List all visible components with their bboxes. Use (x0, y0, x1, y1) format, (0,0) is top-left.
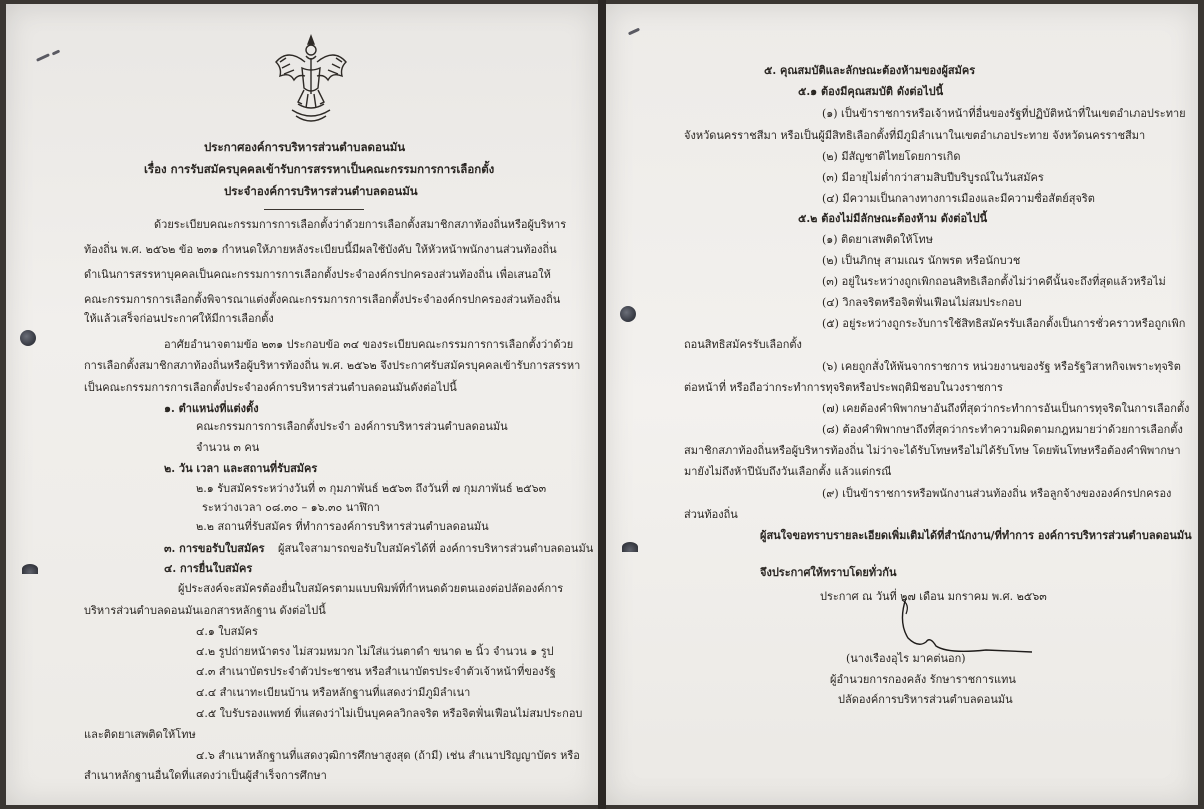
section-5-2-title: ๕.๒ ต้องไม่มีลักษณะต้องห้าม ดังต่อไปนี้ (798, 212, 988, 225)
section-4-item: ๔.๖ สำเนาหลักฐานที่แสดงวุฒิการศึกษาสูงสุด (ถ้ามี) เช่น สำเนาปริญญาบัตร หรือ (196, 749, 580, 762)
section-4-item: ๔.๔ สำเนาทะเบียนบ้าน หรือหลักฐานที่แสดงว่ามีภูมิลำเนา (196, 686, 471, 699)
section-3-title: ๓. การขอรับใบสมัคร (164, 542, 265, 555)
document-page-2 (606, 4, 1198, 805)
announce-line: จึงประกาศให้ทราบโดยทั่วกัน (760, 566, 897, 579)
punch-hole (22, 564, 38, 574)
qualification-item: (๓) มีอายุไม่ต่ำกว่าสามสิบปีบริบูรณ์ในวันสมัคร (822, 171, 1044, 184)
prohibition-item: (๙) เป็นข้าราชการหรือพนักงานส่วนท้องถิ่น หรือลูกจ้างขององค์กรปกครอง (822, 487, 1172, 500)
document-page-1 (6, 4, 598, 805)
signer-name: (นางเรืองอุไร มาคต่นอก) (846, 652, 966, 665)
date-line: ประกาศ ณ วันที่ ๒๗ เดือน มกราคม พ.ศ. ๒๕๖๓ (820, 590, 1047, 603)
section-4-line: บริหารส่วนตำบลดอนมันเอกสารหลักฐาน ดังต่อไปนี้ (84, 604, 326, 617)
announcement-subject-line2: ประจำองค์การบริหารส่วนตำบลดอนมัน (224, 184, 418, 198)
section-2-line: ๒.๑ รับสมัครระหว่างวันที่ ๓ กุมภาพันธ์ ๒๕๖๓ ถึงวันที่ ๗ กุมภาพันธ์ ๒๕๖๓ (196, 482, 547, 495)
prohibition-item: (๗) เคยต้องคำพิพากษาอันถึงที่สุดว่ากระทำการอันเป็นการทุจริตในการเลือกตั้ง (822, 402, 1190, 415)
section-1-title: ๑. ตำแหน่งที่แต่งตั้ง (164, 402, 259, 415)
header-divider (264, 209, 364, 210)
qualification-item: (๒) มีสัญชาติไทยโดยการเกิด (822, 150, 961, 163)
intro-line: คณะกรรมการการเลือกตั้งพิจารณาแต่งตั้งคณะกรรมการการเลือกตั้งประจำองค์กรปกครองส่วนท้องถิ่น (84, 293, 561, 306)
pen-mark (628, 28, 640, 36)
section-4-title: ๔. การยื่นใบสมัคร (164, 562, 253, 575)
signature-mark (896, 594, 1036, 654)
prohibition-item: ส่วนท้องถิ่น (684, 508, 738, 521)
prohibition-item: (๒) เป็นภิกษุ สามเณร นักพรต หรือนักบวช (822, 254, 1021, 267)
prohibition-item: (๔) วิกลจริตหรือจิตฟั่นเฟือนไม่สมประกอบ (822, 296, 1022, 309)
signer-role: ผู้อำนวยการกองคลัง รักษาราชการแทน (830, 673, 1016, 686)
section-4-item: และติดยาเสพติดให้โทษ (84, 728, 196, 741)
page-gap (598, 0, 606, 809)
prohibition-item: (๖) เคยถูกสั่งให้พ้นจากราชการ หน่วยงานของรัฐ หรือรัฐวิสาหกิจเพราะทุจริต (822, 360, 1181, 373)
qualification-item: (๑) เป็นข้าราชการหรือเจ้าหน้าที่อื่นของรัฐที่ปฏิบัติหน้าที่ในเขตอำเภอประทาย (822, 107, 1186, 120)
section-4-item: ๔.๑ ใบสมัคร (196, 625, 258, 638)
punch-hole (620, 306, 636, 322)
pen-mark (52, 49, 61, 55)
authority-line: การเลือกตั้งสมาชิกสภาท้องถิ่นหรือผู้บริหารท้องถิ่น พ.ศ. ๒๕๖๒ จึงประกาศรับสมัครบุคคลเข้ารับการสรรหา (84, 359, 581, 372)
section-5-1-title: ๕.๑ ต้องมีคุณสมบัติ ดังต่อไปนี้ (798, 85, 944, 98)
prohibition-item: สมาชิกสภาท้องถิ่นหรือผู้บริหารท้องถิ่น ไม่ว่าจะได้รับโทษหรือไม่ได้รับโทษ โดยพ้นโทษหรือต้องคำพิพากษา (684, 444, 1181, 457)
section-2-line: ระหว่างเวลา ๐๘.๓๐ – ๑๖.๓๐ นาฬิกา (202, 501, 380, 514)
section-4-item: ๔.๓ สำเนาบัตรประจำตัวประชาชน หรือสำเนาบัตรประจำตัวเจ้าหน้าที่ของรัฐ (196, 665, 556, 678)
punch-hole (622, 542, 638, 552)
prohibition-item: ต่อหน้าที่ หรือถือว่ากระทำการทุจริตหรือประพฤติมิชอบในวงราชการ (684, 381, 1003, 394)
prohibition-item: มายังไม่ถึงห้าปีนับถึงวันเลือกตั้ง แล้วแต่กรณี (684, 465, 892, 478)
section-1-line: คณะกรรมการการเลือกตั้งประจำ องค์การบริหารส่วนตำบลดอนมัน (196, 420, 508, 433)
announcement-subject: เรื่อง การรับสมัครบุคคลเข้ารับการสรรหาเป็นคณะกรรมการการเลือกตั้ง (144, 162, 495, 176)
section-3-text: ผู้สนใจสามารถขอรับใบสมัครได้ที่ องค์การบริหารส่วนตำบลดอนมัน (278, 542, 594, 555)
intro-line: ท้องถิ่น พ.ศ. ๒๕๖๒ ข้อ ๒๓๑ กำหนดให้ภายหลังระเบียบนี้มีผลใช้บังคับ ให้หัวหน้าพนักงานส่วนท้องถิ่น (84, 243, 557, 256)
signer-role: ปลัดองค์การบริหารส่วนตำบลดอนมัน (838, 693, 1013, 706)
contact-info: ผู้สนใจขอทราบรายละเอียดเพิ่มเติมได้ที่สำนักงาน/ที่ทำการ องค์การบริหารส่วนตำบลดอนมัน (760, 529, 1192, 542)
prohibition-item: ถอนสิทธิสมัครรับเลือกตั้ง (684, 338, 802, 351)
prohibition-item: (๘) ต้องคำพิพากษาถึงที่สุดว่ากระทำความผิดตามกฎหมายว่าด้วยการเลือกตั้ง (822, 423, 1183, 436)
garuda-emblem-icon (272, 32, 350, 130)
intro-line: ด้วยระเบียบคณะกรรมการการเลือกตั้งว่าด้วยการเลือกตั้งสมาชิกสภาท้องถิ่นหรือผู้บริหาร (154, 218, 567, 231)
section-4-item: สำเนาหลักฐานอื่นใดที่แสดงว่าเป็นผู้สำเร็จการศึกษา (84, 769, 327, 782)
intro-line: ดำเนินการสรรหาบุคคลเป็นคณะกรรมการการเลือกตั้งประจำองค์กรปกครองส่วนท้องถิ่น เพื่อเสนอให้ (84, 268, 551, 281)
section-4-item: ๔.๒ รูปถ่ายหน้าตรง ไม่สวมหมวก ไม่ใส่แว่นตาดำ ขนาด ๒ นิ้ว จำนวน ๑ รูป (196, 645, 554, 658)
section-1-line: จำนวน ๓ คน (196, 441, 260, 454)
punch-hole (20, 330, 36, 346)
authority-line: อาศัยอำนาจตามข้อ ๒๓๑ ประกอบข้อ ๓๔ ของระเบียบคณะกรรมการการเลือกตั้งว่าด้วย (164, 338, 574, 351)
qualification-item: (๔) มีความเป็นกลางทางการเมืองและมีความซื่อสัตย์สุจริต (822, 192, 1095, 205)
prohibition-item: (๑) ติดยาเสพติดให้โทษ (822, 233, 934, 246)
section-2-title: ๒. วัน เวลา และสถานที่รับสมัคร (164, 462, 318, 475)
section-2-line: ๒.๒ สถานที่รับสมัคร ที่ทำการองค์การบริหารส่วนตำบลดอนมัน (196, 520, 489, 533)
qualification-item: จังหวัดนครราชสีมา หรือเป็นผู้มีสิทธิเลือกตั้งที่มีภูมิลำเนาในเขตอำเภอประทาย จังหวัดนครราชสีมา (684, 129, 1146, 142)
section-5-title: ๕. คุณสมบัติและลักษณะต้องห้ามของผู้สมัคร (764, 64, 976, 77)
intro-line: ให้แล้วเสร็จก่อนประกาศให้มีการเลือกตั้ง (84, 312, 274, 325)
pen-mark (36, 53, 50, 62)
prohibition-item: (๕) อยู่ระหว่างถูกระงับการใช้สิทธิสมัครรับเลือกตั้งเป็นการชั่วคราวหรือถูกเพิก (822, 317, 1186, 330)
section-4-line: ผู้ประสงค์จะสมัครต้องยื่นใบสมัครตามแบบพิมพ์ที่กำหนดด้วยตนเองต่อปลัดองค์การ (178, 582, 564, 595)
authority-line: เป็นคณะกรรมการการเลือกตั้งประจำองค์การบริหารส่วนตำบลดอนมันดังต่อไปนี้ (84, 381, 457, 394)
announcement-title: ประกาศองค์การบริหารส่วนตำบลดอนมัน (204, 140, 406, 154)
section-4-item: ๔.๕ ใบรับรองแพทย์ ที่แสดงว่าไม่เป็นบุคคลวิกลจริต หรือจิตฟั่นเฟือนไม่สมประกอบ (196, 707, 583, 720)
prohibition-item: (๓) อยู่ในระหว่างถูกเพิกถอนสิทธิเลือกตั้งไม่ว่าคดีนั้นจะถึงที่สุดแล้วหรือไม่ (822, 275, 1166, 288)
